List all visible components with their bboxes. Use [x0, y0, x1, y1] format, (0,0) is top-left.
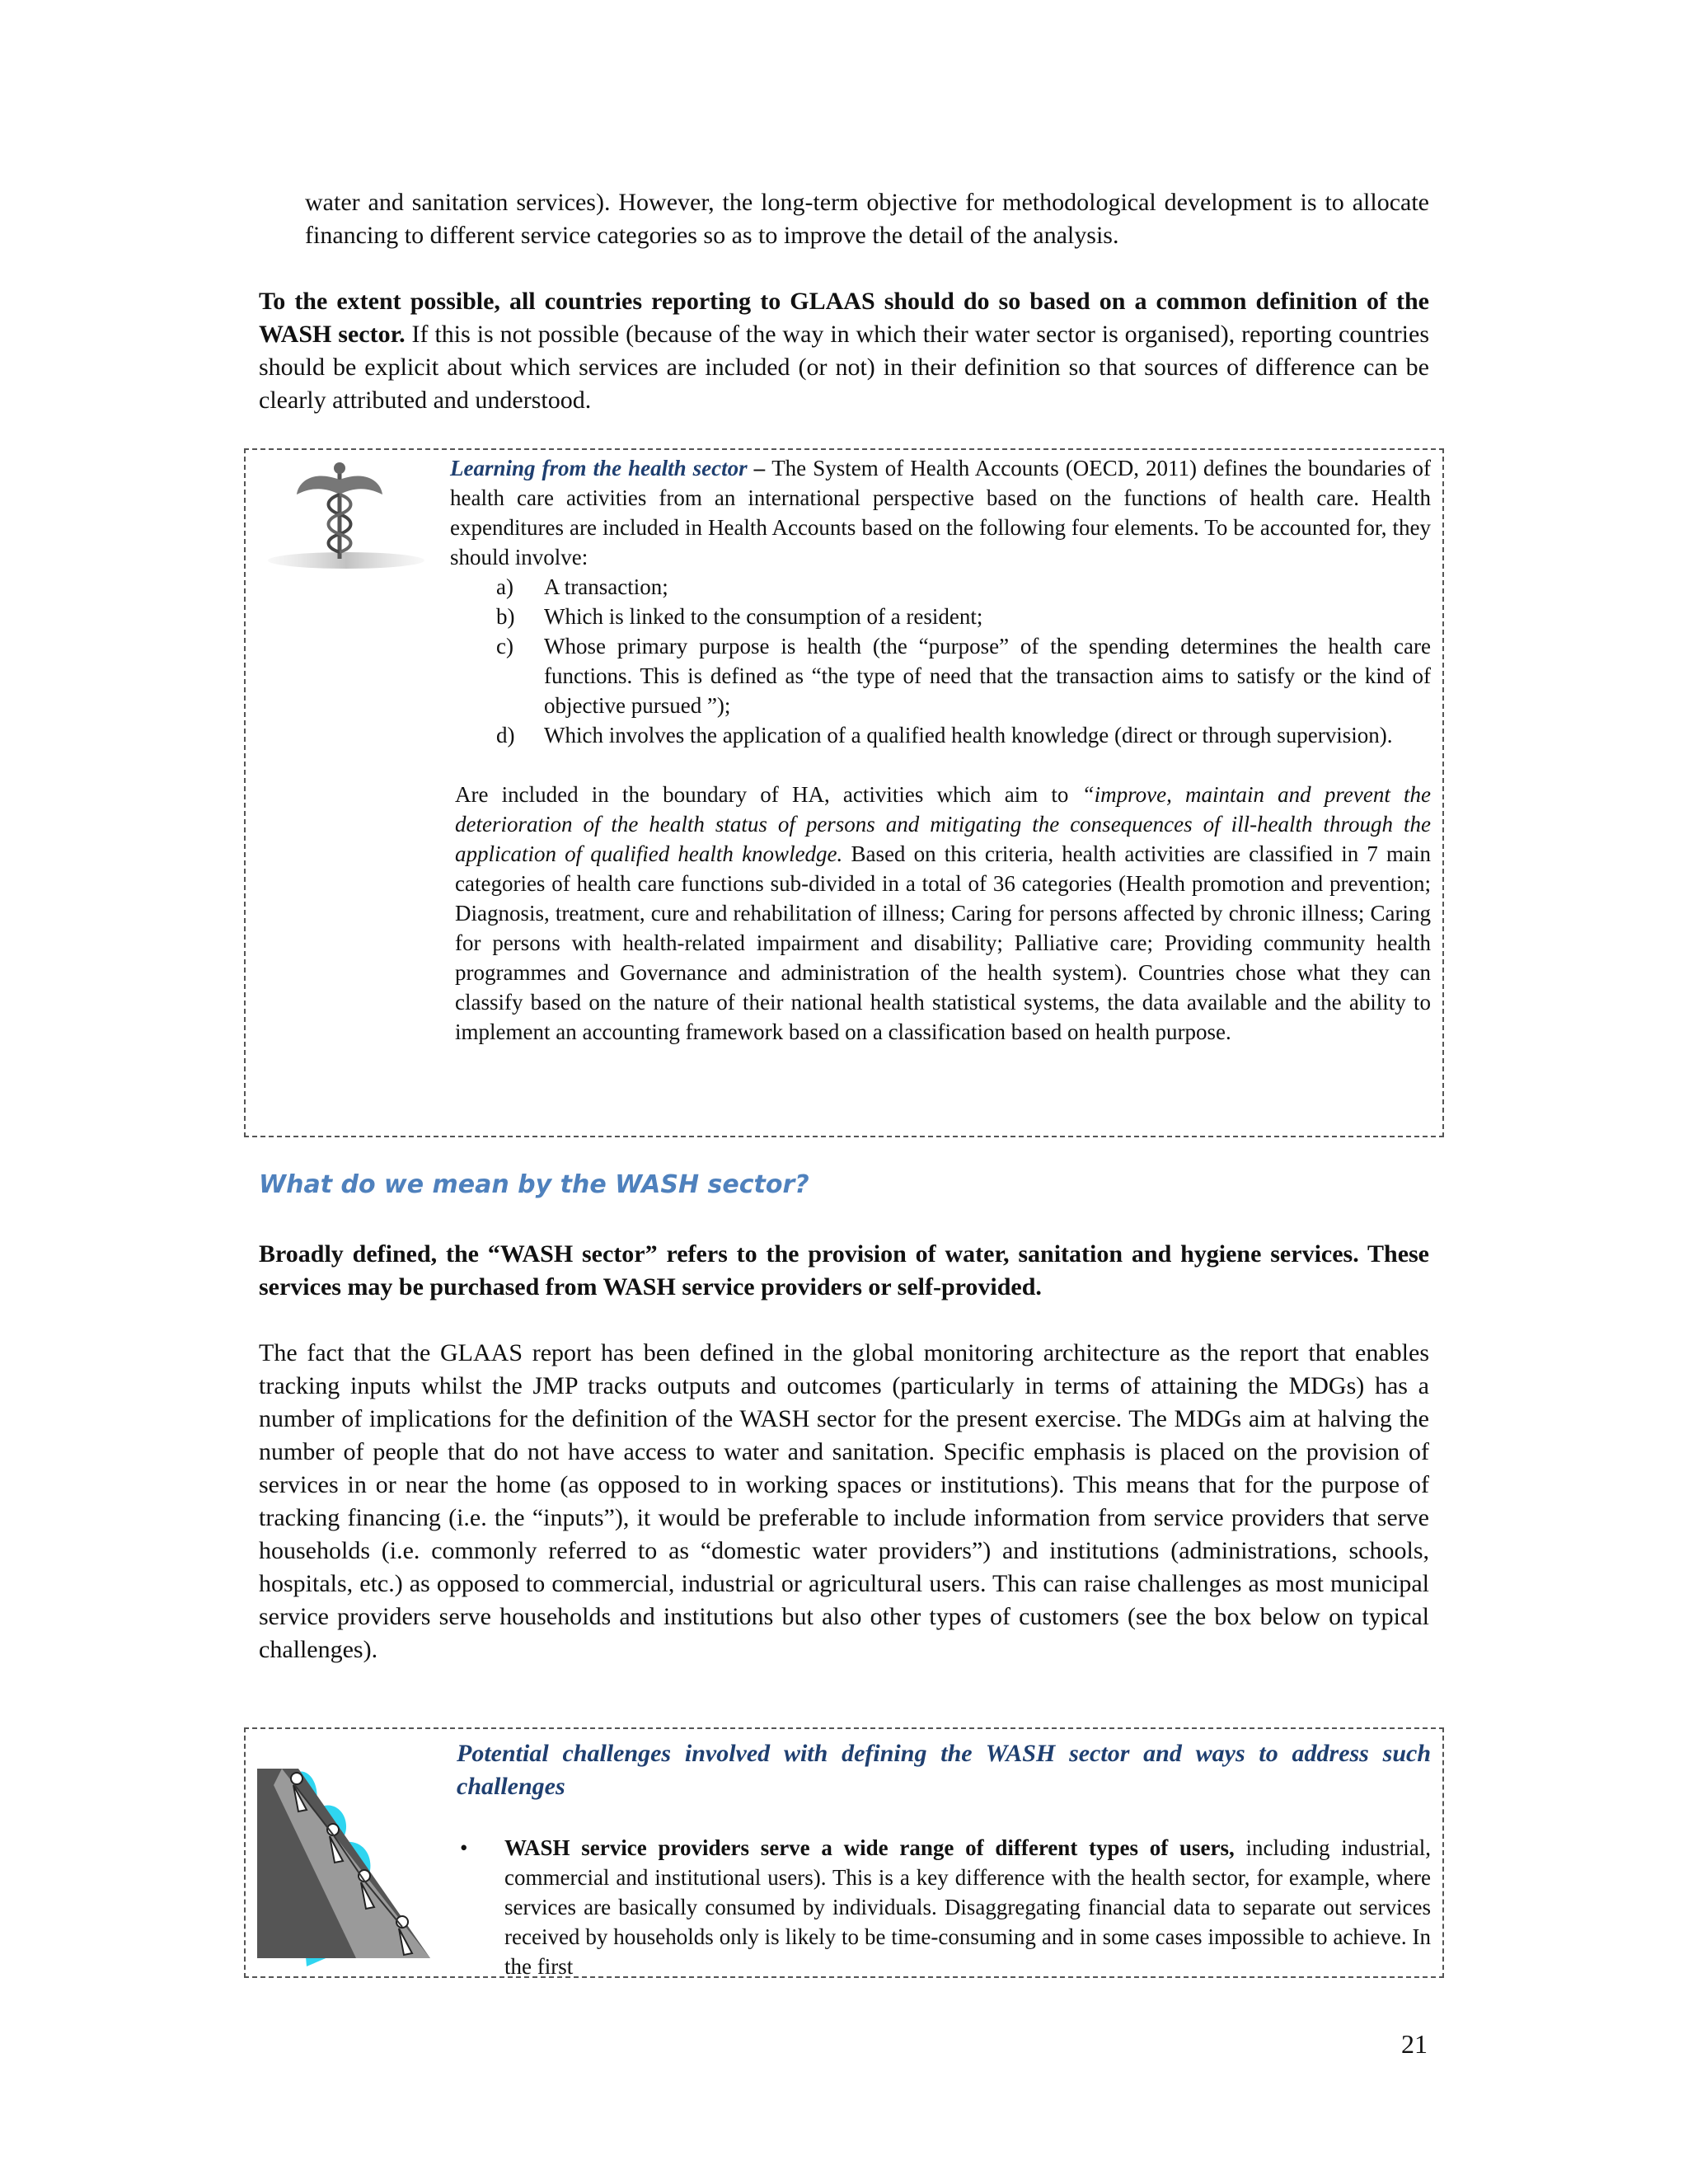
- list-item: [450, 572, 1431, 602]
- health-elements-list: [450, 572, 1431, 750]
- bullet-bold-text: WASH service providers serve a wide range of different types of users,: [504, 1835, 1235, 1860]
- boundary-text-rest: Based on this criteria, health activities are classified in 7 main categories of health care functions sub-divided in a total of 36 categories (Health promotion and prevention; Diagnosis, treatment, cure and rehabilitation of illness; Caring for persons affected by chronic illness; Caring for persons with health-related impairment and disability; Palliative care; Providing community health programmes and Governance and administration of the health system). Countries chose what they can classify based on the nature of their national health statistical systems, the data available and the ability to implement an accounting framework based on a classification based on health purpose.: [455, 841, 1431, 1044]
- challenge-bullet: [457, 1833, 1431, 1981]
- section-heading: What do we mean by the WASH sector?: [259, 1170, 809, 1199]
- bullet-icon: •: [460, 1835, 468, 1860]
- paragraph-bold-lead: To the extent possible, all countries reporting to GLAAS should do so based on a common definition of the WASH sector.: [259, 288, 1429, 348]
- challenges-box-content: [457, 1737, 1431, 1981]
- title-dash: –: [747, 456, 772, 480]
- health-boundary-paragraph: [450, 780, 1431, 1047]
- health-sector-box: [244, 448, 1444, 1137]
- challenges-box: [244, 1727, 1444, 1978]
- glaas-implications-paragraph: The fact that the GLAAS report has been defined in the global monitoring architecture as the report that enables tracking inputs whilst the JMP tracks outputs and outcomes (particularly in terms of attaining the MDGs) has a number of implications for the definition of the WASH sector for the present exercise. The MDGs aim at halving the number of people that do not have access to water and sanitation. Specific emphasis is placed on the provision of services in or near the home (as opposed to in working spaces or institutions). This means that for the purpose of tracking financing (i.e. the “inputs”), it would be preferable to include information from service providers that serve households (i.e. commonly referred to as “domestic water providers”) and institutions (administrations, schools, hospitals, etc.) as opposed to commercial, industrial or agricultural users. This can raise challenges as most municipal service providers serve households and institutions but also other types of customers (see the box below on typical challenges).: [259, 1339, 1429, 1663]
- box-intro-text: The System of Health Accounts (OECD, 2011) defines the boundaries of health care activities from an international perspective based on the functions of health care. Health expenditures are included in Health Accounts based on the following four elements. To be accounted for, they should involve:: [450, 456, 1432, 569]
- caduceus-icon: [256, 462, 429, 577]
- health-box-intro: [450, 453, 1431, 572]
- page-number: 21: [1401, 2029, 1428, 2059]
- list-item-text: Which is linked to the consumption of a resident;: [544, 604, 983, 629]
- list-item: [450, 720, 1431, 750]
- challenges-box-title: Potential challenges involved with defining the WASH sector and ways to address such challenges: [457, 1740, 1431, 1800]
- boundary-text-start: Are included in the boundary of HA, activities which aim to: [455, 782, 1082, 807]
- climbers-icon: [257, 1760, 447, 1966]
- boundary-quote: “improve, maintain and prevent the deterioration of the health status of persons and mitigating the consequences of ill-health through the application of qualified health knowledge.: [455, 782, 1431, 866]
- wash-definition-paragraph: Broadly defined, the “WASH sector” refers to the provision of water, sanitation and hygiene services. These services may be purchased from WASH service providers or self-provided.: [259, 1240, 1429, 1301]
- list-item: [450, 631, 1431, 720]
- health-box-content: [450, 453, 1431, 1047]
- list-marker: c): [496, 634, 513, 658]
- list-item-text: Which involves the application of a qualified health knowledge (direct or through supervision).: [544, 723, 1393, 748]
- list-item-text: Whose primary purpose is health (the “purpose” of the spending determines the health care functions. This is defined as “the type of need that the transaction aims to satisfy or the kind of objective pursued ”);: [544, 634, 1431, 718]
- list-item: [450, 602, 1431, 631]
- top-paragraph: water and sanitation services). However, the long-term objective for methodological development is to allocate financing to different service categories so as to improve the detail of the analysis.: [305, 189, 1429, 249]
- paragraph-rest: If this is not possible (because of the way in which their water sector is organised), reporting countries should be explicit about which services are included (or not) in their definition so that sources of difference can be clearly attributed and understood.: [259, 321, 1430, 414]
- list-marker: d): [496, 723, 515, 748]
- bullet-text: including industrial, commercial and institutional users). This is a key difference with the health sector, for example, where services are basically consumed by individuals. Disaggregating financial data to separate out services received by households only is likely to be time-consuming and in some cases impossible to achieve. In the first: [504, 1835, 1431, 1979]
- paragraph-common-definition: [259, 285, 1429, 417]
- list-marker: a): [496, 574, 513, 599]
- box-title: Learning from the health sector: [450, 456, 748, 480]
- list-item-text: A transaction;: [544, 574, 668, 599]
- list-marker: b): [496, 604, 515, 629]
